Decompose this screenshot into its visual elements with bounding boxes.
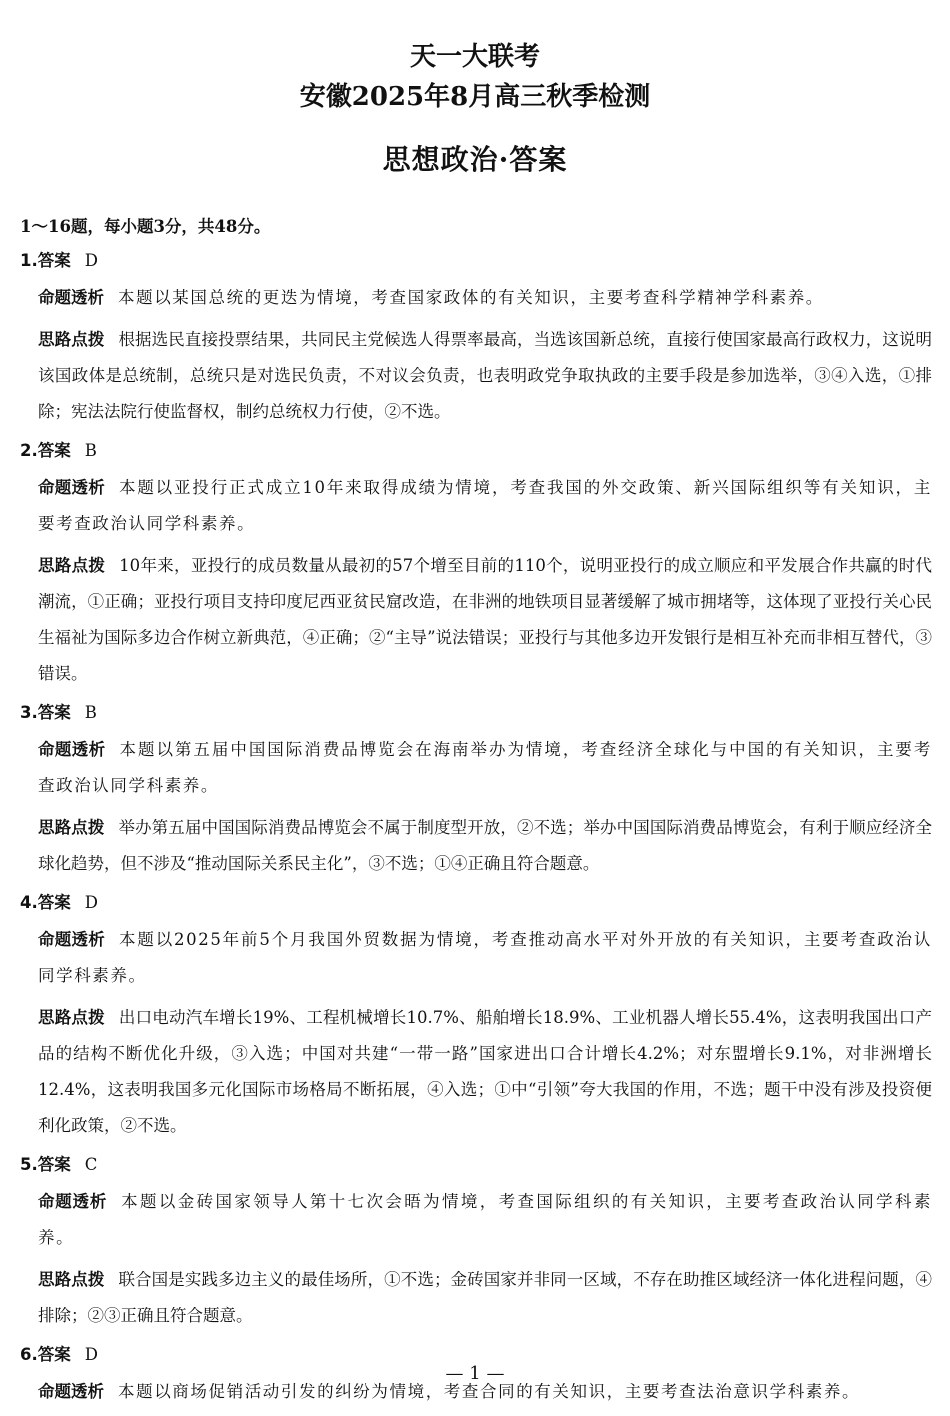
hint-paragraph (38, 810, 932, 882)
analysis-text: 本题以商场促销活动引发的纠纷为情境，考查合同的有关知识，主要考查法治意识学科素养。 (118, 1382, 861, 1401)
question-answer-line (20, 436, 932, 466)
analysis-paragraph (38, 732, 932, 804)
analysis-text: 本题以亚投行正式成立10年来取得成绩为情境，考查我国的外交政策、新兴国际组织等有关知识，主要考查政治认同学科素养。 (38, 478, 933, 533)
question-2 (20, 436, 932, 692)
analysis-paragraph (38, 922, 932, 994)
section-intro: 1～16题，每小题3分，共48分。 (20, 217, 271, 236)
question-number: 2. (20, 441, 38, 460)
answer-label: 答案 (37, 893, 71, 912)
answer-value: D (84, 893, 98, 912)
analysis-paragraph (38, 470, 932, 542)
hint-label: 思路点拨 (38, 818, 105, 837)
page-number: — 1 — (445, 1363, 505, 1384)
hint-paragraph (38, 1000, 932, 1144)
answer-content (20, 212, 932, 1416)
analysis-label: 命题透析 (38, 478, 105, 497)
analysis-text: 本题以第五届中国国际消费品博览会在海南举办为情境，考查经济全球化与中国的有关知识，主要考查政治认同学科素养。 (38, 740, 932, 795)
analysis-label: 命题透析 (38, 930, 105, 949)
exam-org-title: 天一大联考 (409, 42, 540, 72)
question-answer-line (20, 1150, 932, 1180)
question-answer-line (20, 888, 932, 918)
hint-text: 出口电动汽车增长19%、工程机械增长10.7%、船舶增长18.9%、工业机器人增长55.4%，这表明我国出口产品的结构不断优化升级，③入选；中国对共建“一带一路”国家进出口合计增长4.2%；对东盟增长9.1%，对非洲增长12.4%，这表明我国多元化国际市场格局不断拓展，④入选；①中“引领”夸大我国的作用，不选；题干中没有涉及投资便利化政策，②不选。 (38, 1008, 932, 1135)
question-4 (20, 888, 932, 1144)
answer-label: 答案 (37, 441, 71, 460)
question-3 (20, 698, 932, 882)
analysis-text: 本题以金砖国家领导人第十七次会晤为情境，考查国际组织的有关知识，主要考查政治认同学科素养。 (38, 1192, 932, 1247)
hint-label: 思路点拨 (38, 1270, 105, 1289)
answer-value: B (84, 441, 97, 460)
analysis-label: 命题透析 (38, 1382, 104, 1401)
analysis-paragraph (38, 1184, 932, 1256)
answer-value: D (84, 1345, 98, 1364)
question-answer-line (20, 246, 932, 276)
answer-label: 答案 (37, 1345, 71, 1364)
hint-label: 思路点拨 (38, 1008, 105, 1027)
question-1 (20, 246, 932, 430)
answer-label: 答案 (37, 251, 71, 270)
question-answer-line (20, 698, 932, 728)
analysis-text: 本题以2025年前5个月我国外贸数据为情境，考查推动高水平对外开放的有关知识，主要考查政治认同学科素养。 (38, 930, 933, 985)
hint-paragraph (38, 548, 932, 692)
hint-text: 联合国是实践多边主义的最佳场所，①不选；金砖国家并非同一区域，不存在助推区域经济一体化进程问题，④排除；②③正确且符合题意。 (38, 1270, 933, 1325)
analysis-label: 命题透析 (38, 1192, 108, 1211)
hint-text: 根据选民直接投票结果，共同民主党候选人得票率最高，当选该国新总统，直接行使国家最高行政权力，这说明该国政体是总统制，总统只是对选民负责，不对议会负责，也表明政党争取执政的主要手段是参加选举，③④入选，①排除；宪法法院行使监督权，制约总统权力行使，②不选。 (38, 330, 933, 421)
answer-value: B (84, 703, 97, 722)
subject-title: 思想政治·答案 (382, 143, 568, 176)
answer-label: 答案 (37, 703, 71, 722)
question-number: 6. (20, 1345, 38, 1364)
analysis-label: 命题透析 (38, 288, 104, 307)
question-number: 5. (20, 1155, 38, 1174)
hint-paragraph (38, 1262, 932, 1334)
answer-value: D (84, 251, 98, 270)
analysis-label: 命题透析 (38, 740, 106, 759)
analysis-paragraph (38, 280, 932, 316)
answer-value: C (84, 1155, 98, 1174)
question-5 (20, 1150, 932, 1334)
hint-label: 思路点拨 (38, 556, 106, 575)
hint-text: 举办第五届中国国际消费品博览会不属于制度型开放，②不选；举办中国国际消费品博览会，有利于顺应经济全球化趋势，但不涉及“推动国际关系民主化”，③不选；①④正确且符合题意。 (38, 818, 933, 873)
question-number: 1. (20, 251, 38, 270)
analysis-text: 本题以某国总统的更迭为情境，考查国家政体的有关知识，主要考查科学精神学科素养。 (118, 288, 824, 307)
hint-label: 思路点拨 (38, 330, 105, 349)
answer-label: 答案 (37, 1155, 71, 1174)
exam-name-title: 安徽2025年8月高三秋季检测 (299, 82, 651, 112)
question-number: 3. (20, 703, 38, 722)
question-number: 4. (20, 893, 38, 912)
hint-paragraph (38, 322, 932, 430)
hint-text: 10年来，亚投行的成员数量从最初的57个增至目前的110个，说明亚投行的成立顺应和平发展合作共赢的时代潮流，①正确；亚投行项目支持印度尼西亚贫民窟改造，在非洲的地铁项目显著缓解了城市拥堵等，这体现了亚投行关心民生福祉为国际多边合作树立新典范，④正确；②“主导”说法错误；亚投行与其他多边开发银行是相互补充而非相互替代，③错误。 (38, 556, 932, 683)
